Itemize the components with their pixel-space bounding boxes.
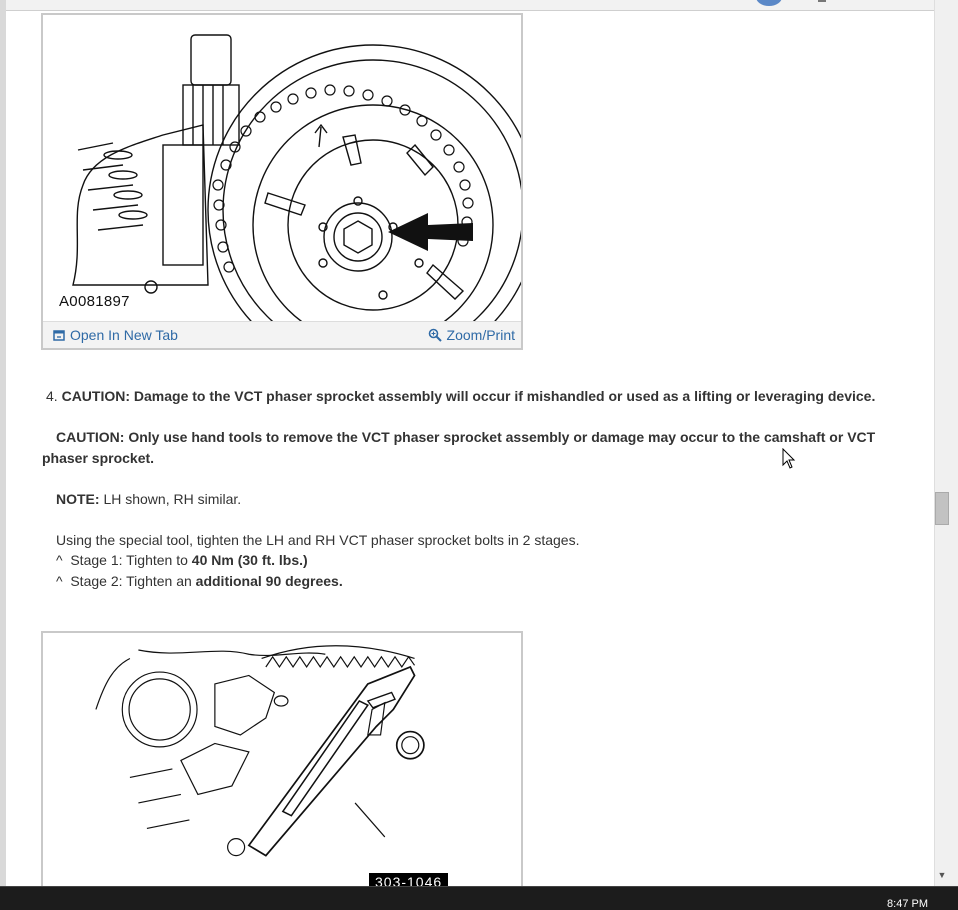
stage-2-value: additional 90 degrees. <box>195 573 343 589</box>
tool-number-tag: 303-1046 <box>369 873 448 886</box>
step-4-caution-2 <box>42 427 892 469</box>
step-4-stage-2 <box>56 571 906 592</box>
figure-sprocket-bolt <box>41 13 523 350</box>
toolbar-icon[interactable] <box>756 0 782 6</box>
vertical-scrollbar[interactable] <box>934 0 958 886</box>
open-in-new-tab-label: Open In New Tab <box>70 327 178 343</box>
browser-top-edge <box>6 0 934 11</box>
step-4-note <box>56 489 906 510</box>
step-4-stage-1 <box>56 550 906 571</box>
figure-footer <box>43 321 521 348</box>
caution-2-text: CAUTION: Only use hand tools to remove the VCT phaser sprocket assembly or damage may occur to the camshaft or VCT phaser sprocket. <box>42 429 876 466</box>
step-4-instruction: Using the special tool, tighten the LH and RH VCT phaser sprocket bolts in 2 stages. <box>56 532 580 548</box>
zoom-icon <box>428 328 442 342</box>
open-in-new-tab-link[interactable] <box>53 327 178 343</box>
step-number: 4. <box>46 388 58 404</box>
scroll-down-icon[interactable]: ▼ <box>937 870 947 880</box>
note-text: LH shown, RH similar. <box>99 491 242 507</box>
toolbar-icon-small[interactable] <box>818 0 826 2</box>
taskbar <box>0 886 958 910</box>
cursor-icon <box>782 448 796 470</box>
open-tab-icon <box>53 329 65 341</box>
scrollbar-thumb[interactable] <box>935 492 949 525</box>
stage-1-prefix: ^ Stage 1: Tighten to <box>56 552 192 568</box>
taskbar-clock: 8:47 PM <box>887 898 928 910</box>
zoom-print-label: Zoom/Print <box>446 327 515 343</box>
special-tool-illustration <box>43 633 521 886</box>
zoom-print-link[interactable] <box>428 327 515 343</box>
stage-1-value: 40 Nm (30 ft. lbs.) <box>191 552 308 568</box>
figure-special-tool <box>41 631 523 886</box>
step-4-caution-1 <box>42 386 892 407</box>
caution-1-text: CAUTION: Damage to the VCT phaser sprocket assembly will occur if mishandled or used as a lifting or leveraging device. <box>61 388 876 404</box>
sprocket-illustration <box>43 15 521 321</box>
figure-code: A0081897 <box>59 293 130 310</box>
note-label: NOTE: <box>56 491 100 507</box>
stage-2-prefix: ^ Stage 2: Tighten an <box>56 573 196 589</box>
